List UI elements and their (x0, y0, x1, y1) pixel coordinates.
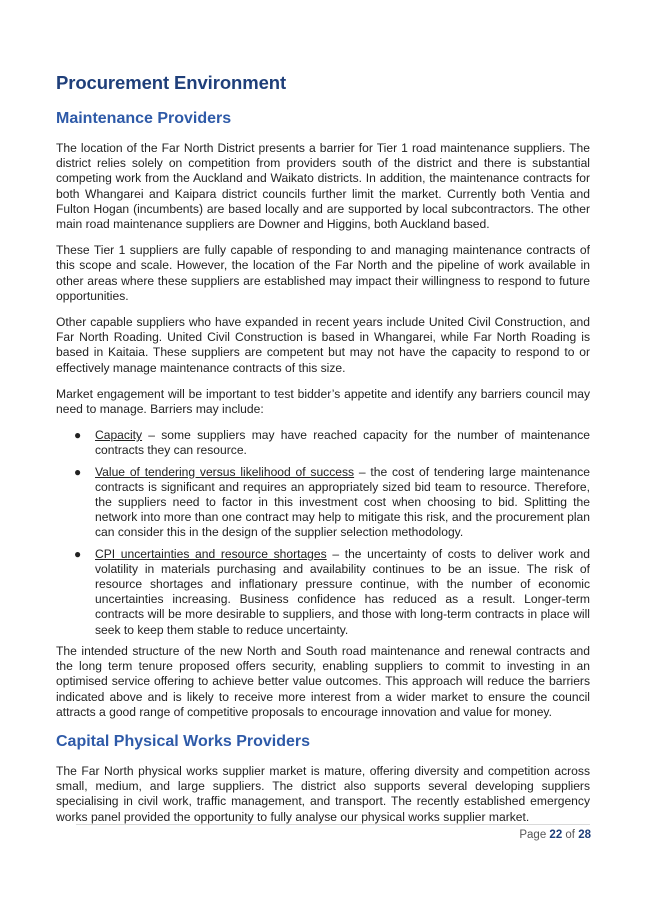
list-item (56, 465, 590, 541)
paragraph: The location of the Far North District presents a barrier for Tier 1 road maintenance suppliers. The district relies solely on competition from providers south of the district and there is substantial competing work from the Auckland and Waikato districts. In addition, the maintenance contracts for both Whangarei and Kaipara district councils further limit the market. Currently both Ventia and Fulton Hogan (incumbents) are based locally and are supported by local subcontractors. The other main road maintenance suppliers are Downer and Higgins, both Auckland based. (56, 141, 590, 232)
bullet-term: Value of tendering versus likelihood of success (95, 464, 355, 479)
bullet-icon: ● (74, 464, 82, 479)
paragraph: Market engagement will be important to test bidder’s appetite and identify any barriers council may need to manage. Barriers may include: (56, 386, 590, 417)
footer-divider (76, 824, 590, 825)
page-footer (519, 829, 591, 841)
bullet-term: CPI uncertainties and resource shortages (95, 546, 327, 561)
bullet-text: – the cost of tendering large maintenance contracts is significant and requires an appropriately sized bid team to resource. Therefore, the suppliers need to factor in this investment cost when choosing to bid. Splitting the network into more than one contract may help to mitigate this risk, and the procurement plan can consider this in the design of the supplier selection methodology. (95, 464, 590, 540)
barriers-list (56, 428, 590, 638)
page-number: 22 (549, 829, 563, 841)
bullet-term: Capacity (95, 428, 143, 443)
list-item (56, 428, 590, 458)
page-title: Procurement Environment (56, 72, 287, 93)
page-of-label: of (562, 829, 579, 841)
bullet-icon: ● (74, 428, 82, 443)
section-heading-capital-physical-works: Capital Physical Works Providers (56, 732, 311, 750)
bullet-text: – some suppliers may have reached capacity for the number of maintenance contracts they can resource. (95, 428, 590, 458)
section-heading-maintenance-providers: Maintenance Providers (56, 110, 232, 127)
page-label: Page (519, 829, 550, 841)
document-page (56, 70, 590, 836)
paragraph: Other capable suppliers who have expanded in recent years include United Civil Construction, and Far North Roading. United Civil Construction is based in Whangarei, while Far North Roading is based in Kaitaia. These suppliers are competent but may not have the capacity to respond to or effectively manage maintenance contracts of this size. (56, 315, 590, 375)
paragraph: These Tier 1 suppliers are fully capable of responding to and managing maintenance contracts of this scope and scale. However, the location of the Far North and the pipeline of work available in other areas where these suppliers are established may impact their willingness to respond to future opportunities. (56, 243, 590, 303)
total-pages: 28 (578, 829, 591, 841)
bullet-text: – the uncertainty of costs to deliver work and volatility in materials purchasing and availability continues to be an issue. The risk of resource shortages and inflationary pressure continue, with the number of economic uncertainties increasing. Business confidence has reduced as a result. Longer-term contracts will be more desirable to suppliers, and those with long-term contracts in place will seek to keep them stable to reduce uncertainty. (95, 546, 590, 637)
list-item (56, 547, 590, 638)
bullet-icon: ● (74, 546, 82, 561)
paragraph: The intended structure of the new North and South road maintenance and renewal contracts and the long term tenure proposed offers security, enabling suppliers to commit to investing in an optimised service offering to achieve better value outcomes. This approach will reduce the barriers indicated above and is likely to receive more interest from a wider market to ensure the council attracts a good range of competitive proposals to encourage innovation and value for money. (56, 643, 590, 719)
paragraph: The Far North physical works supplier market is mature, offering diversity and competition across small, medium, and large suppliers. The district also supports several developing suppliers specialising in civil work, traffic management, and transport. The recently established emergency works panel provided the opportunity to fully analyse our physical works supplier market. (56, 763, 590, 824)
